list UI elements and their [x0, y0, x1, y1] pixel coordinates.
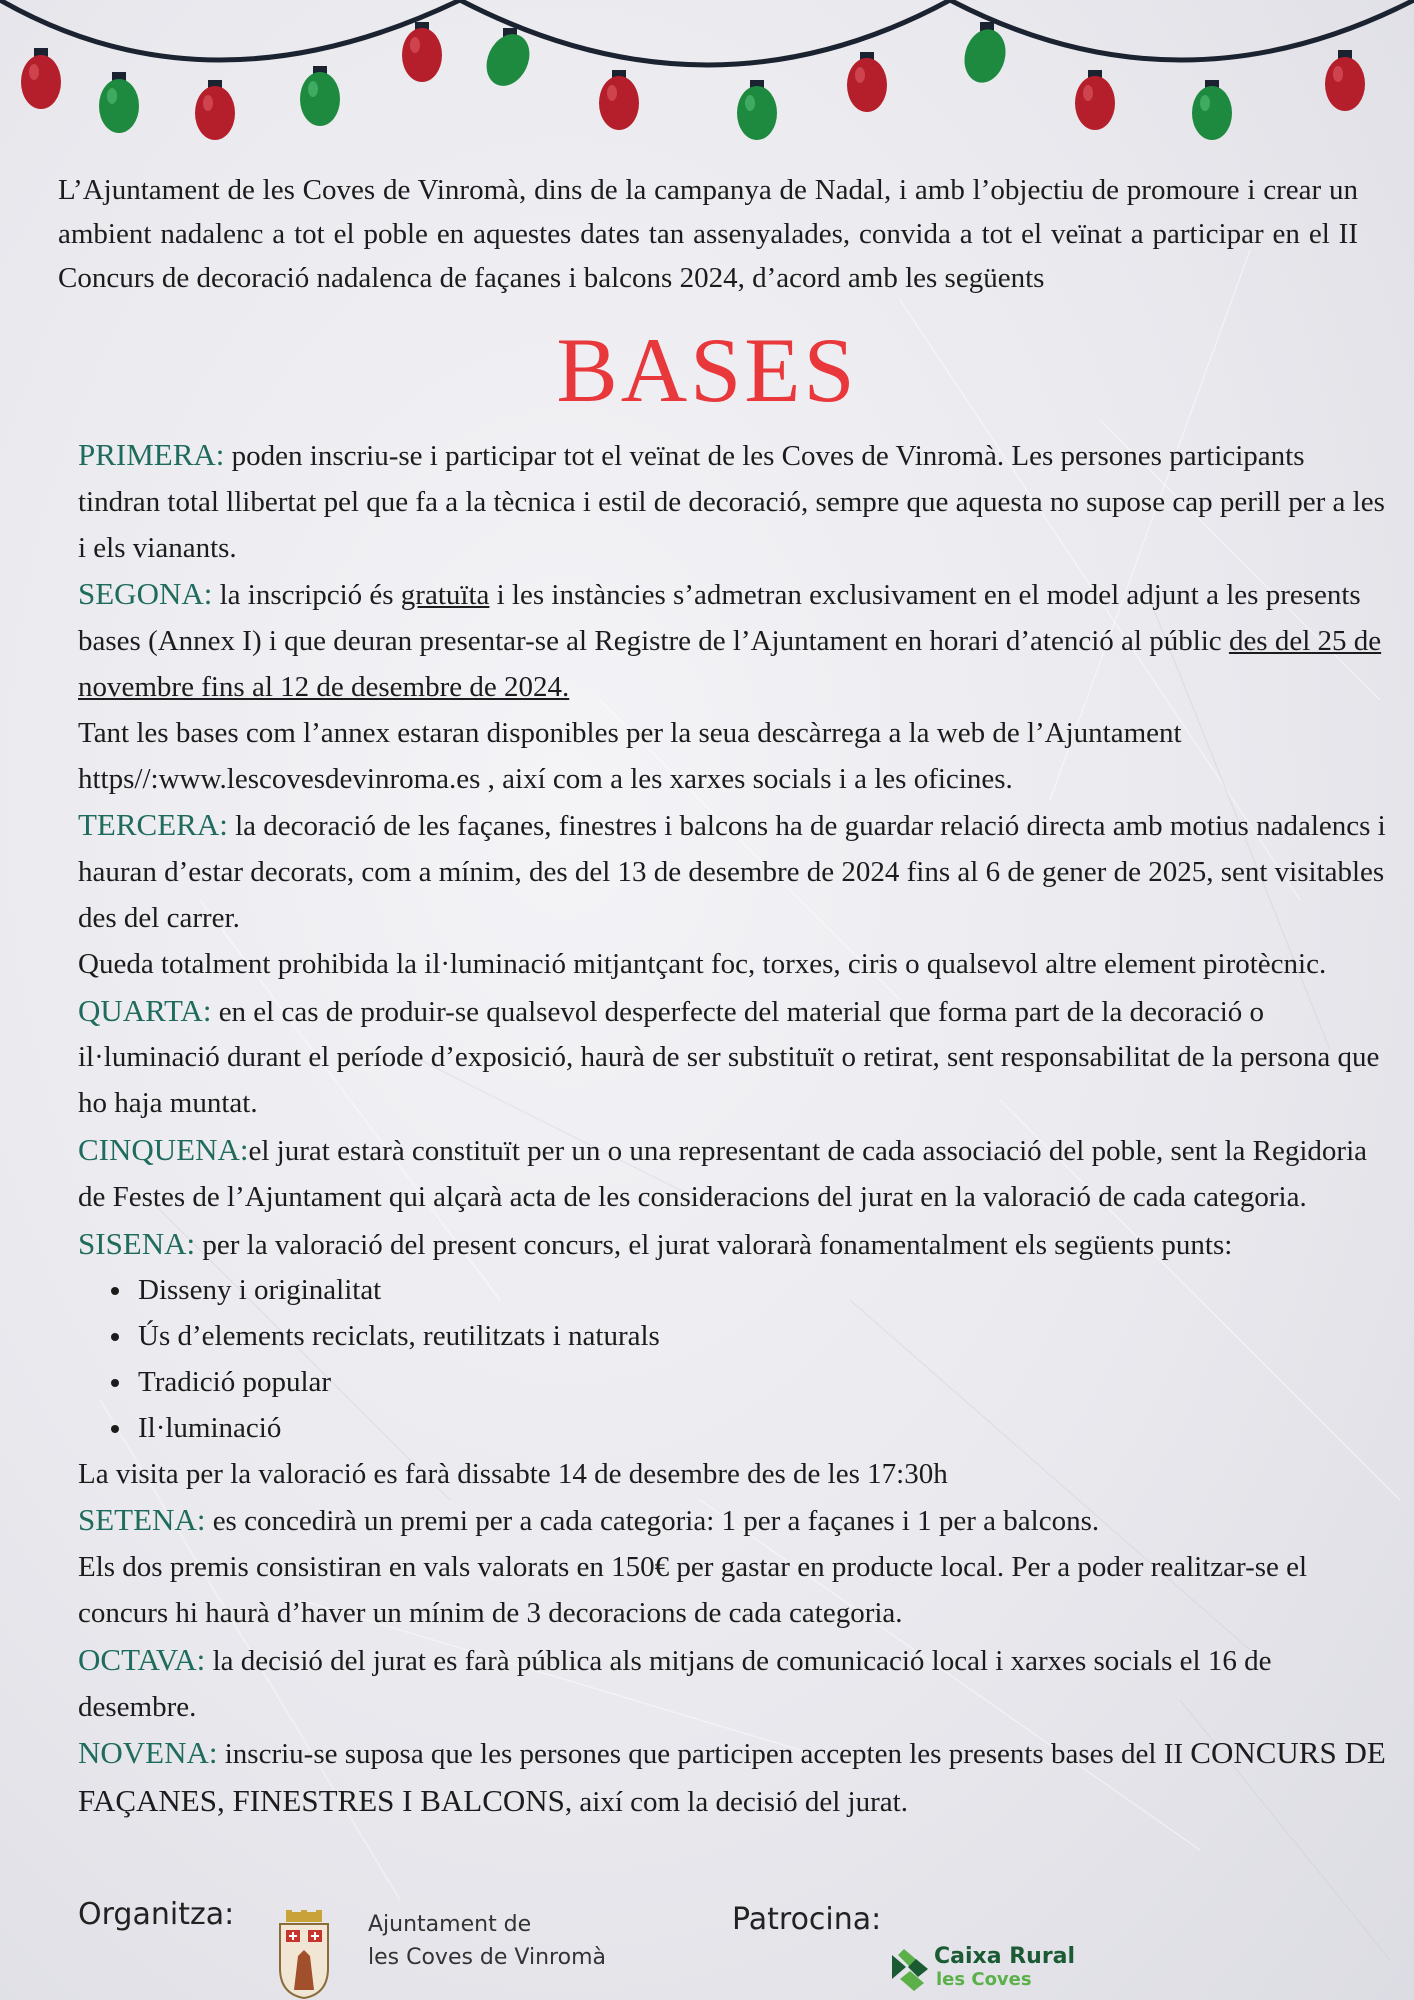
bulb-icon [195, 80, 235, 140]
list-item: • Ús d’elements reciclats, reutilitzats i naturals [134, 1314, 1388, 1360]
bases-title: BASES [556, 319, 858, 421]
free-underlined: gratuïta [400, 579, 490, 612]
registration-dates: des del 25 de novembre fins al 12 de desembre de 2024. [78, 625, 1382, 703]
clause-label: SISENA: [78, 1225, 196, 1261]
contest-name: CONCURS DE FAÇANES, FINESTRES I BALCONS [78, 1735, 1386, 1819]
clause-cinquena: CINQUENA:el jurat estarà constituït per un o una representant de cada associació del poble, sent la Regidoria de Festes de l’Ajuntament qui alçarà acta de les consideracions del jurat en la valoració de cada categoria. [78, 1131, 1367, 1213]
clause-label: PRIMERA: [78, 437, 225, 472]
ajuntament-name: Ajuntament de les Coves de Vinromà [368, 1912, 606, 1970]
visit-paragraph: La visita per la valoració es farà dissabte 14 de desembre des de les 17:30h [78, 1457, 948, 1490]
bases-list [78, 432, 1388, 1826]
prohibition-paragraph: Queda totalment prohibida la il·luminació mitjantçant foc, torxes, ciris o qualsevol altre element pirotècnic. [78, 947, 1327, 980]
bulb-icon [478, 27, 537, 93]
town-crest-icon [272, 1910, 336, 2000]
sponsor-subname: les Coves [936, 1969, 1032, 1990]
bulb-icon [959, 22, 1012, 87]
bulb-icon [99, 72, 139, 133]
bulb-icon [1192, 80, 1232, 140]
bulb-icon [599, 70, 639, 130]
list-item: • Tradició popular [134, 1360, 1388, 1406]
clause-label: CINQUENA: [78, 1131, 249, 1167]
list-item: • Il·luminació [134, 1406, 1388, 1452]
organitza-label: Organitza: [78, 1897, 235, 1932]
clause-label: QUARTA: [78, 992, 212, 1028]
bulb-icon [1075, 70, 1115, 130]
clause-quarta: QUARTA: en el cas de produir-se qualsevol desperfecte del material que forma part de la decoració o il·luminació durant el període d’exposició, haurà de ser substituït o retirat, sent responsabilitat de la persona que ho haja muntat. [78, 992, 1380, 1120]
bulb-icon [300, 66, 340, 126]
clause-label: TERCERA: [78, 807, 228, 843]
clause-label: NOVENA: [78, 1735, 218, 1771]
list-item: • Disseny i originalitat [134, 1268, 1388, 1314]
availability-paragraph: Tant les bases com l’annex estaran disponibles per la seua descàrrega a la web de l’Ajuntament https//:www.lescovesdevinroma.es , així com a les xarxes socials i a les oficines. [78, 716, 1182, 795]
bulb-icon [21, 48, 61, 109]
clause-sisena: SISENA: per la valoració del present concurs, el jurat valorarà fonamentalment els següents punts: [78, 1225, 1233, 1261]
intro-paragraph: L’Ajuntament de les Coves de Vinromà, dins de la campanya de Nadal, i amb l’objectiu de promoure i crear un ambient nadalenc a tot el poble en aquestes dates tan assenyalades, convida a tot el veïnat a participar en el II Concurs de decoració nadalenca de façanes i balcons 2024, d’acord amb les següents [58, 174, 1358, 294]
clause-primera: PRIMERA: poden inscriu-se i participar tot el veïnat de les Coves de Vinromà. Les persones participants tindran total llibertat pel que fa a la tècnica i estil de decoració, sempre que aquesta no supose cap perill per a les i els vianants. [78, 437, 1385, 564]
clause-octava: OCTAVA: la decisió del jurat es farà pública als mitjans de comunicació local i xarxes socials el 16 de desembre. [78, 1641, 1272, 1723]
bulb-icon [1325, 50, 1365, 111]
clause-label: SETENA: [78, 1502, 206, 1538]
bulb-icon [402, 22, 442, 82]
criteria-list [78, 1268, 1388, 1451]
clause-tercera: TERCERA: la decoració de les façanes, finestres i balcons ha de guardar relació directa amb motius nadalencs i hauran d’estar decorats, com a mínim, des del 13 de desembre de 2024 fins al 6 de gener de 2025, sent visitables des del carrer. [78, 807, 1386, 934]
clause-setena: SETENA: es concedirà un premi per a cada categoria: 1 per a façanes i 1 per a balcons. [78, 1502, 1100, 1538]
clause-segona: SEGONA: la inscripció és gratuïta i les instàncies s’admetran exclusivament en el model adjunt a les presents bases (Annex I) i que deuran presentar-se al Registre de l’Ajuntament en horari d’atenció al públic des del 25 de novembre fins al 12 de desembre de 2024. [78, 576, 1382, 703]
christmas-lights-decoration [0, 0, 1414, 150]
bulb-icon [737, 80, 777, 140]
clause-label: OCTAVA: [78, 1641, 206, 1677]
bulb-icon [847, 52, 887, 112]
prizes-paragraph: Els dos premis consistiran en vals valorats en 150€ per gastar en producte local. Per a poder realitzar-se el concurs hi haurà d’haver un mínim de 3 decoracions de cada categoria. [78, 1551, 1308, 1629]
clause-novena: NOVENA: inscriu-se suposa que les persones que participen accepten les presents bases del II CONCURS DE FAÇANES, FINESTRES I BALCONS, així com la decisió del jurat. [78, 1735, 1386, 1819]
patrocina-label: Patrocina: [732, 1902, 882, 1937]
sponsor-name: Caixa Rural [934, 1944, 1076, 1969]
clause-label: SEGONA: [78, 576, 213, 612]
